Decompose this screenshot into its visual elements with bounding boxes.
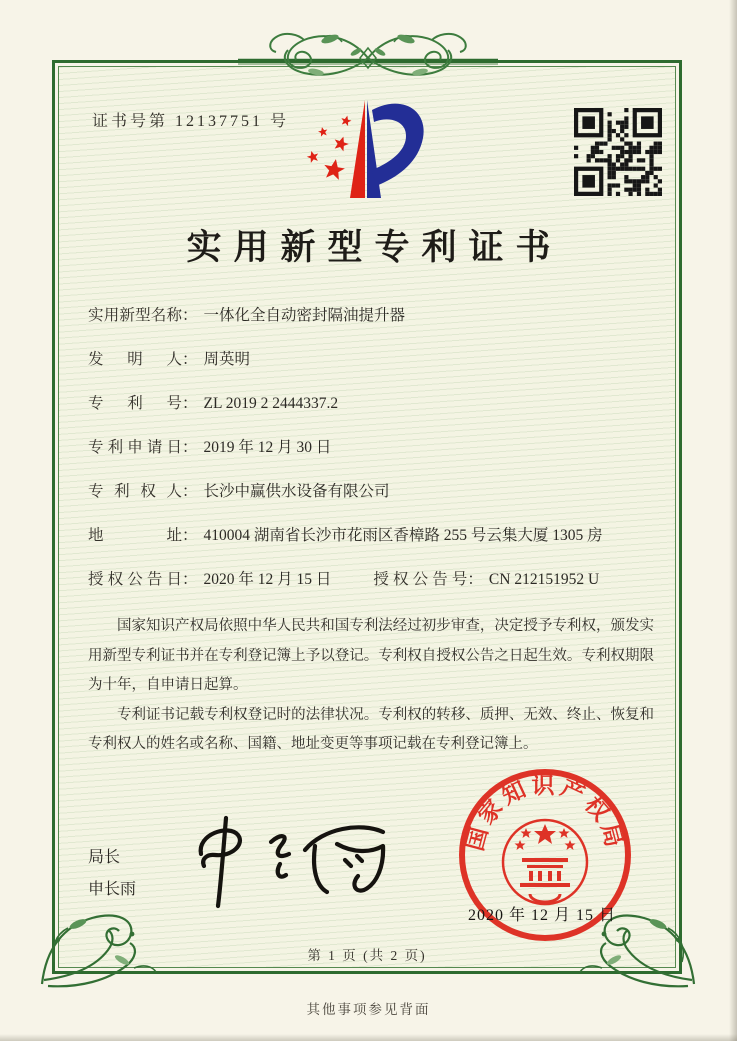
seal-date: 2020 年 12 月 15 日	[467, 907, 616, 924]
field-label: 授权公告日	[88, 571, 182, 588]
certificate-number: 证书号第 12137751 号	[92, 113, 290, 130]
field-row-grant	[88, 570, 654, 614]
field-row-patent-number	[88, 394, 654, 438]
field-value: 周英明	[203, 351, 251, 368]
field-colon: ：	[182, 351, 198, 368]
legal-paragraph-1: 国家知识产权局依照中华人民共和国专利法经过初步审查，决定授予专利权，颁发实用新型专利证书并在专利登记簿上予以登记。专利权自授权公告之日起生效。专利权期限为十年，自申请日起算。	[88, 618, 654, 693]
field-colon: ：	[182, 527, 198, 544]
paper-edge-shadow-right	[729, 0, 737, 1041]
field-value: 2019 年 12 月 30 日	[203, 439, 332, 456]
field-value: 一体化全自动密封隔油提升器	[203, 307, 406, 324]
field-colon: ：	[467, 571, 483, 588]
field-colon: ：	[182, 307, 198, 324]
svg-text:国家知识产权局	[462, 773, 627, 853]
field-row-filing-date	[88, 438, 654, 482]
field-colon: ：	[182, 439, 198, 456]
field-value: 2020 年 12 月 15 日	[203, 571, 332, 588]
commissioner-signature	[185, 812, 400, 912]
field-row-name	[88, 306, 654, 350]
legal-paragraph-2: 专利证书记载专利权登记时的法律状况。专利权的转移、质押、无效、终止、恢复和专利权人的姓名或名称、国籍、地址变更等事项记载在专利登记簿上。	[88, 706, 654, 752]
field-colon: ：	[182, 483, 198, 500]
certificate-title: 实用新型专利证书	[186, 228, 563, 267]
field-row-patentee	[88, 482, 654, 526]
field-value: 长沙中赢供水设备有限公司	[203, 483, 390, 500]
paper-edge-shadow-bottom	[0, 1034, 737, 1041]
field-label: 专利权人	[88, 483, 182, 500]
field-label: 实用新型名称	[88, 307, 182, 324]
field-value: ZL 2019 2 2444337.2	[203, 395, 339, 412]
page-number: 第 1 页 (共 2 页)	[307, 948, 427, 963]
back-side-note: 其他事项参见背面	[306, 1002, 431, 1017]
field-list	[88, 306, 654, 614]
field-value: 410004 湖南省长沙市花雨区香樟路 255 号云集大厦 1305 房	[203, 527, 603, 544]
signatory-title: 局长	[88, 849, 121, 866]
field-label: 发明人	[88, 351, 182, 368]
seal-text: 国家知识产权局	[462, 773, 628, 854]
signatory-name: 申长雨	[88, 881, 137, 898]
field-label: 专利号	[88, 395, 182, 412]
field-label: 授权公告号	[373, 571, 468, 588]
cnipa-logo-icon	[296, 94, 444, 206]
signatory-block	[88, 842, 136, 906]
legal-text	[88, 612, 654, 760]
qr-code	[574, 108, 662, 196]
field-value: CN 212151952 U	[488, 571, 600, 588]
field-label: 地址	[88, 527, 182, 544]
field-row-address	[88, 526, 654, 570]
field-colon: ：	[182, 571, 198, 588]
field-label: 专利申请日	[88, 439, 182, 456]
field-row-inventor	[88, 350, 654, 394]
field-colon: ：	[182, 395, 198, 412]
top-ornament-flourish	[238, 28, 498, 86]
